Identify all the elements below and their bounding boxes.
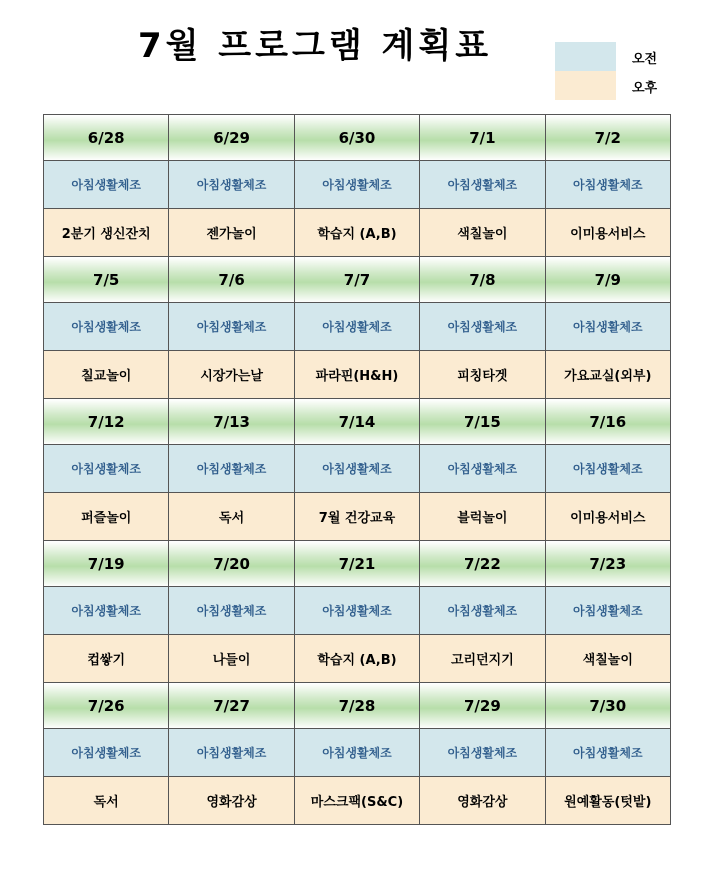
afternoon-activity: 영화감상 [420,777,545,825]
morning-activity: 아침생활체조 [420,729,545,777]
morning-activity: 아침생활체조 [545,729,670,777]
morning-activity: 아침생활체조 [44,303,169,351]
afternoon-row [44,493,671,541]
morning-activity: 아침생활체조 [294,729,419,777]
afternoon-activity: 원예활동(텃밭) [545,777,670,825]
morning-activity: 아침생활체조 [420,587,545,635]
date-cell: 6/29 [169,115,294,161]
date-row [44,541,671,587]
date-row [44,115,671,161]
morning-activity: 아침생활체조 [545,161,670,209]
date-cell: 7/5 [44,257,169,303]
morning-activity: 아침생활체조 [169,587,294,635]
date-cell: 7/27 [169,683,294,729]
afternoon-activity: 퍼즐놀이 [44,493,169,541]
afternoon-activity: 독서 [169,493,294,541]
legend-pm-swatch [555,71,616,100]
afternoon-activity: 컵쌓기 [44,635,169,683]
date-row [44,257,671,303]
morning-row [44,161,671,209]
date-row [44,683,671,729]
morning-activity: 아침생활체조 [44,587,169,635]
morning-activity: 아침생활체조 [545,445,670,493]
legend-pm-label: 오후 [632,81,658,96]
afternoon-activity: 이미용서비스 [545,209,670,257]
program-schedule-table [43,114,671,825]
morning-activity: 아침생활체조 [294,445,419,493]
date-cell: 7/2 [545,115,670,161]
afternoon-row [44,777,671,825]
morning-activity: 아침생활체조 [169,729,294,777]
date-cell: 7/23 [545,541,670,587]
afternoon-activity: 학습지 (A,B) [294,635,419,683]
afternoon-activity: 영화감상 [169,777,294,825]
morning-row [44,587,671,635]
morning-activity: 아침생활체조 [294,303,419,351]
afternoon-row [44,351,671,399]
morning-activity: 아침생활체조 [420,303,545,351]
afternoon-activity: 학습지 (A,B) [294,209,419,257]
date-cell: 7/20 [169,541,294,587]
date-cell: 7/30 [545,683,670,729]
afternoon-activity: 칠교놀이 [44,351,169,399]
afternoon-activity: 이미용서비스 [545,493,670,541]
date-cell: 7/15 [420,399,545,445]
afternoon-activity: 색칠놀이 [545,635,670,683]
date-cell: 7/8 [420,257,545,303]
date-cell: 7/9 [545,257,670,303]
date-cell: 7/19 [44,541,169,587]
afternoon-activity: 마스크팩(S&C) [294,777,419,825]
date-cell: 7/29 [420,683,545,729]
date-cell: 7/16 [545,399,670,445]
afternoon-activity: 색칠놀이 [420,209,545,257]
date-cell: 7/6 [169,257,294,303]
morning-row [44,729,671,777]
afternoon-activity: 2분기 생신잔치 [44,209,169,257]
date-cell: 7/1 [420,115,545,161]
afternoon-activity: 피칭타겟 [420,351,545,399]
legend-am-label: 오전 [632,52,658,67]
morning-row [44,445,671,493]
morning-activity: 아침생활체조 [44,445,169,493]
page-title: 7월 프로그램 계획표 [137,26,493,66]
legend-am-swatch [555,42,616,71]
afternoon-activity: 가요교실(외부) [545,351,670,399]
date-cell: 7/7 [294,257,419,303]
morning-activity: 아침생활체조 [44,729,169,777]
afternoon-activity: 젠가놀이 [169,209,294,257]
afternoon-activity: 시장가는날 [169,351,294,399]
afternoon-activity: 7월 건강교육 [294,493,419,541]
afternoon-row [44,635,671,683]
afternoon-activity: 파라핀(H&H) [294,351,419,399]
date-row [44,399,671,445]
date-cell: 7/21 [294,541,419,587]
morning-activity: 아침생활체조 [44,161,169,209]
date-cell: 7/14 [294,399,419,445]
date-cell: 7/13 [169,399,294,445]
morning-activity: 아침생활체조 [420,445,545,493]
morning-activity: 아침생활체조 [294,161,419,209]
morning-activity: 아침생활체조 [420,161,545,209]
date-cell: 7/28 [294,683,419,729]
date-cell: 7/26 [44,683,169,729]
afternoon-activity: 블럭놀이 [420,493,545,541]
morning-activity: 아침생활체조 [169,445,294,493]
date-cell: 6/30 [294,115,419,161]
morning-activity: 아침생활체조 [169,303,294,351]
afternoon-activity: 고리던지기 [420,635,545,683]
morning-activity: 아침생활체조 [545,303,670,351]
date-cell: 7/12 [44,399,169,445]
afternoon-activity: 독서 [44,777,169,825]
morning-activity: 아침생활체조 [545,587,670,635]
afternoon-row [44,209,671,257]
morning-activity: 아침생활체조 [169,161,294,209]
afternoon-activity: 나들이 [169,635,294,683]
date-cell: 7/22 [420,541,545,587]
morning-activity: 아침생활체조 [294,587,419,635]
date-cell: 6/28 [44,115,169,161]
morning-row [44,303,671,351]
